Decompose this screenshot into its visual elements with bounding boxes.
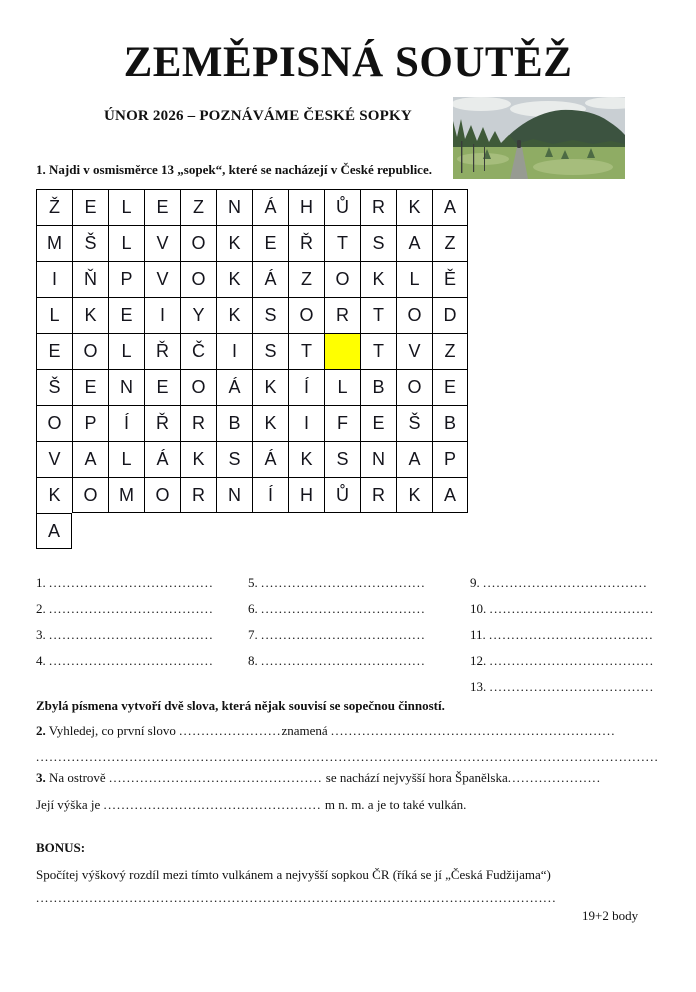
grid-cell: Z	[432, 333, 468, 369]
grid-cell: P	[72, 405, 108, 441]
grid-cell: A	[396, 225, 432, 261]
answer-number: 10.	[470, 601, 490, 616]
grid-cell: V	[144, 261, 180, 297]
grid-cell: R	[324, 297, 360, 333]
grid-cell: K	[36, 477, 72, 513]
grid-cell: A	[432, 189, 468, 225]
task3-blank-island: ................................................	[108, 770, 323, 785]
task3-text: Na ostrově	[45, 770, 109, 785]
grid-cell: Y	[180, 297, 216, 333]
grid-cell: E	[144, 369, 180, 405]
bonus-answer-blank: .....................................................................................................................	[36, 890, 557, 905]
task2-number: 2.	[36, 723, 46, 738]
grid-cell: O	[72, 333, 108, 369]
answer-number: 8.	[248, 653, 261, 668]
grid-cell: O	[288, 297, 324, 333]
grid-row	[36, 477, 468, 513]
grid-cell: Í	[288, 369, 324, 405]
answer-blank: .....................................	[489, 653, 655, 668]
answer-line-3	[36, 622, 231, 648]
grid-cell: S	[360, 225, 396, 261]
remaining-letters-note: Zbylá písmena vytvoří dvě slova, která nějak souvisí se sopečnou činností.	[36, 698, 445, 713]
grid-cell: L	[324, 369, 360, 405]
grid-cell: L	[108, 189, 144, 225]
grid-cell: Ř	[288, 225, 324, 261]
grid-cell: Z	[432, 225, 468, 261]
grid-cell: O	[324, 261, 360, 297]
grid-cell: R	[360, 477, 396, 513]
answer-blank: .....................................	[49, 575, 214, 590]
grid-cell: I	[216, 333, 252, 369]
task2-text: Vyhledej, co první slovo	[45, 723, 180, 738]
grid-cell: N	[360, 441, 396, 477]
grid-cell: V	[144, 225, 180, 261]
task3-number: 3.	[36, 770, 46, 785]
grid-cell: T	[360, 333, 396, 369]
answer-blank: .....................................	[261, 627, 426, 642]
answer-line-2	[36, 596, 231, 622]
grid-cell: S	[324, 441, 360, 477]
grid-cell: S	[252, 333, 288, 369]
grid-cell: E	[72, 369, 108, 405]
answer-blank: .....................................	[489, 601, 655, 616]
task2-continuation-blank: ............................................................................................................................................	[36, 749, 659, 764]
grid-cell: O	[180, 225, 216, 261]
grid-cell: L	[396, 261, 432, 297]
bonus-question: Spočítej výškový rozdíl mezi tímto vulkánem a nejvyšší sopkou ČR (říká se jí „Česká Fudžijama“)	[36, 867, 551, 882]
grid-cell: Ů	[324, 477, 360, 513]
grid-cell: P	[108, 261, 144, 297]
page-subtitle: ÚNOR 2026 – POZNÁVÁME ČESKÉ SOPKY	[104, 108, 412, 124]
grid-cell: Á	[252, 261, 288, 297]
answer-blank: .....................................	[489, 679, 655, 694]
grid-cell: T	[288, 333, 324, 369]
grid-cell: E	[360, 405, 396, 441]
answer-number: 3.	[36, 627, 49, 642]
grid-cell: M	[36, 225, 72, 261]
grid-cell: R	[360, 189, 396, 225]
answer-blank: .....................................	[49, 653, 214, 668]
answer-column	[36, 570, 231, 674]
grid-cell: F	[324, 405, 360, 441]
grid-cell: K	[216, 297, 252, 333]
grid-cell: E	[108, 297, 144, 333]
answer-line-12	[470, 648, 665, 674]
task3-height-text: Její výška je	[36, 797, 104, 812]
task3-blank-height: .................................................	[103, 797, 322, 812]
answer-line-10	[470, 596, 665, 622]
task2-text-middle: znamená	[281, 723, 331, 738]
grid-cell: A	[36, 513, 72, 549]
answer-number: 2.	[36, 601, 49, 616]
grid-row	[36, 261, 468, 297]
grid-cell: O	[180, 261, 216, 297]
answer-column	[470, 570, 665, 700]
grid-cell: K	[72, 297, 108, 333]
grid-cell: Š	[396, 405, 432, 441]
answer-number: 13.	[470, 679, 490, 694]
grid-cell: A	[432, 477, 468, 513]
grid-cell: Z	[288, 261, 324, 297]
answer-blank: .....................................	[49, 627, 214, 642]
task3-height-text-after: m n. m. a je to také vulkán.	[321, 797, 467, 812]
grid-cell: B	[360, 369, 396, 405]
page-title: ZEMĚPISNÁ SOUTĚŽ	[123, 39, 573, 86]
answer-line-5	[248, 570, 443, 596]
grid-cell: Ň	[72, 261, 108, 297]
grid-row	[36, 225, 468, 261]
grid-cell: O	[396, 369, 432, 405]
grid-cell: O	[144, 477, 180, 513]
task2-question	[36, 722, 660, 739]
word-search-grid	[36, 189, 468, 549]
grid-cell: L	[36, 297, 72, 333]
answer-line-9	[470, 570, 665, 596]
grid-row	[36, 405, 468, 441]
grid-cell: V	[396, 333, 432, 369]
grid-cell: Ž	[36, 189, 72, 225]
grid-cell: M	[108, 477, 144, 513]
grid-cell: E	[144, 189, 180, 225]
answer-line-11	[470, 622, 665, 648]
grid-cell: Í	[108, 405, 144, 441]
grid-cell: V	[36, 441, 72, 477]
answer-number: 5.	[248, 575, 261, 590]
grid-cell: K	[288, 441, 324, 477]
task2-blank-1: .......................	[179, 723, 282, 738]
task3-question-line2	[36, 796, 664, 813]
answer-line-4	[36, 648, 231, 674]
answer-line-6	[248, 596, 443, 622]
grid-cell: K	[396, 477, 432, 513]
grid-cell: Z	[180, 189, 216, 225]
grid-row	[36, 369, 468, 405]
grid-cell: Č	[180, 333, 216, 369]
grid-cell: K	[216, 261, 252, 297]
grid-cell: N	[216, 189, 252, 225]
answer-blank: .....................................	[49, 601, 214, 616]
grid-row	[36, 333, 468, 369]
answer-number: 7.	[248, 627, 261, 642]
grid-cell: E	[72, 189, 108, 225]
grid-row	[36, 441, 468, 477]
answer-number: 1.	[36, 575, 49, 590]
answer-number: 12.	[470, 653, 490, 668]
task3-question-line1	[36, 769, 664, 786]
grid-cell: Š	[72, 225, 108, 261]
grid-cell: K	[180, 441, 216, 477]
grid-cell: E	[36, 333, 72, 369]
grid-cell: Á	[252, 189, 288, 225]
grid-cell: T	[360, 297, 396, 333]
answer-number: 4.	[36, 653, 49, 668]
grid-cell: E	[252, 225, 288, 261]
grid-cell: H	[288, 189, 324, 225]
grid-cell: O	[396, 297, 432, 333]
answer-number: 6.	[248, 601, 261, 616]
grid-cell: K	[252, 369, 288, 405]
grid-cell: L	[108, 225, 144, 261]
grid-cell: K	[360, 261, 396, 297]
grid-cell: K	[252, 405, 288, 441]
grid-cell-highlighted	[324, 333, 360, 369]
answer-number: 11.	[470, 627, 490, 642]
grid-cell: Í	[252, 477, 288, 513]
grid-cell: Á	[216, 369, 252, 405]
answer-blank: .....................................	[483, 575, 648, 590]
grid-cell: N	[108, 369, 144, 405]
bonus-label: BONUS:	[36, 840, 86, 855]
volcano-landscape-photo	[453, 97, 625, 179]
grid-cell: Ř	[144, 333, 180, 369]
grid-cell: E	[432, 369, 468, 405]
grid-cell: A	[72, 441, 108, 477]
grid-cell: I	[288, 405, 324, 441]
grid-cell: S	[252, 297, 288, 333]
grid-cell: Ř	[144, 405, 180, 441]
grid-cell: I	[144, 297, 180, 333]
answer-number: 9.	[470, 575, 483, 590]
answer-blank: .....................................	[261, 601, 426, 616]
grid-cell: A	[396, 441, 432, 477]
grid-cell: Á	[144, 441, 180, 477]
answer-column	[248, 570, 443, 674]
grid-cell: B	[216, 405, 252, 441]
grid-cell: N	[216, 477, 252, 513]
task3-blank-end: .....................	[507, 770, 602, 785]
grid-cell: R	[180, 405, 216, 441]
grid-cell: Š	[36, 369, 72, 405]
grid-cell: O	[72, 477, 108, 513]
task3-text-after: se nachází nejvyšší hora Španělska	[322, 770, 508, 785]
grid-cell: B	[432, 405, 468, 441]
answer-blank: .....................................	[489, 627, 654, 642]
points-total: 19+2 body	[582, 908, 639, 923]
grid-cell: K	[216, 225, 252, 261]
grid-row	[36, 297, 468, 333]
task1-instruction: 1. Najdi v osmisměrce 13 „sopek“, které se nacházejí v České republice.	[36, 162, 432, 177]
grid-row	[36, 513, 468, 549]
grid-cell: O	[180, 369, 216, 405]
answer-line-8	[248, 648, 443, 674]
grid-row	[36, 189, 468, 225]
grid-cell: K	[396, 189, 432, 225]
grid-cell: H	[288, 477, 324, 513]
grid-cell: I	[36, 261, 72, 297]
grid-cell: R	[180, 477, 216, 513]
grid-cell: T	[324, 225, 360, 261]
grid-cell: O	[36, 405, 72, 441]
grid-cell: L	[108, 333, 144, 369]
grid-cell: Ů	[324, 189, 360, 225]
grid-cell: Á	[252, 441, 288, 477]
answer-line-7	[248, 622, 443, 648]
answer-line-1	[36, 570, 231, 596]
grid-cell: D	[432, 297, 468, 333]
grid-cell: L	[108, 441, 144, 477]
grid-cell: S	[216, 441, 252, 477]
answer-blank: .....................................	[261, 575, 426, 590]
grid-cell: P	[432, 441, 468, 477]
grid-cell: Ě	[432, 261, 468, 297]
task2-blank-2: ................................................................	[330, 723, 616, 738]
answer-blank: .....................................	[261, 653, 426, 668]
